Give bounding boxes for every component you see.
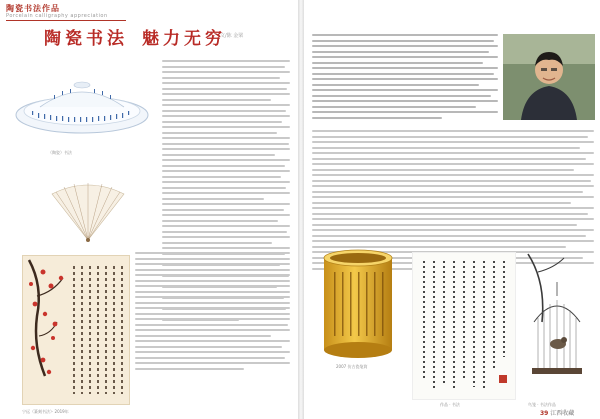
- article-title-part1: 陶瓷书法: [44, 29, 128, 49]
- page-gutter: [298, 0, 304, 419]
- brush-pot-caption: 2007 仿古瓷笔筒: [336, 364, 368, 369]
- bird-cage-caption: 鸟笼 · 书法作品: [528, 402, 556, 407]
- section-rule: [6, 20, 126, 21]
- body-text-col1b: [135, 252, 290, 373]
- calligraphy-scroll-image: [22, 255, 130, 405]
- page-number: [540, 408, 574, 417]
- section-subtitle: Porcelain calligraphy appreciation: [6, 13, 108, 19]
- author-bio-text: [312, 34, 498, 122]
- page-number-value: 39: [540, 410, 549, 417]
- dish-caption: （陶瓷）书法: [48, 150, 72, 155]
- author-portrait: [503, 34, 595, 120]
- calligraphy-work-image: [412, 252, 516, 400]
- magazine-name: 江西收藏: [550, 410, 575, 417]
- brush-pot-image: [316, 244, 400, 362]
- section-title: 陶瓷书法作品: [6, 4, 60, 13]
- bird-cage-image: [520, 252, 594, 400]
- folding-fan-image: [48, 182, 128, 244]
- article-author: 文/陈 金梁: [220, 33, 244, 39]
- seal-stamp: [499, 375, 507, 383]
- porcelain-dish-image: [10, 67, 160, 147]
- article-title: [44, 24, 226, 49]
- calligraphy-caption: 作品 · 书法: [440, 402, 460, 407]
- article-title-part2: 魅力无穷: [142, 29, 226, 49]
- scroll-caption: 宁远（篆刻书法）· 2019年: [22, 409, 69, 414]
- portrait-figure: [503, 34, 595, 120]
